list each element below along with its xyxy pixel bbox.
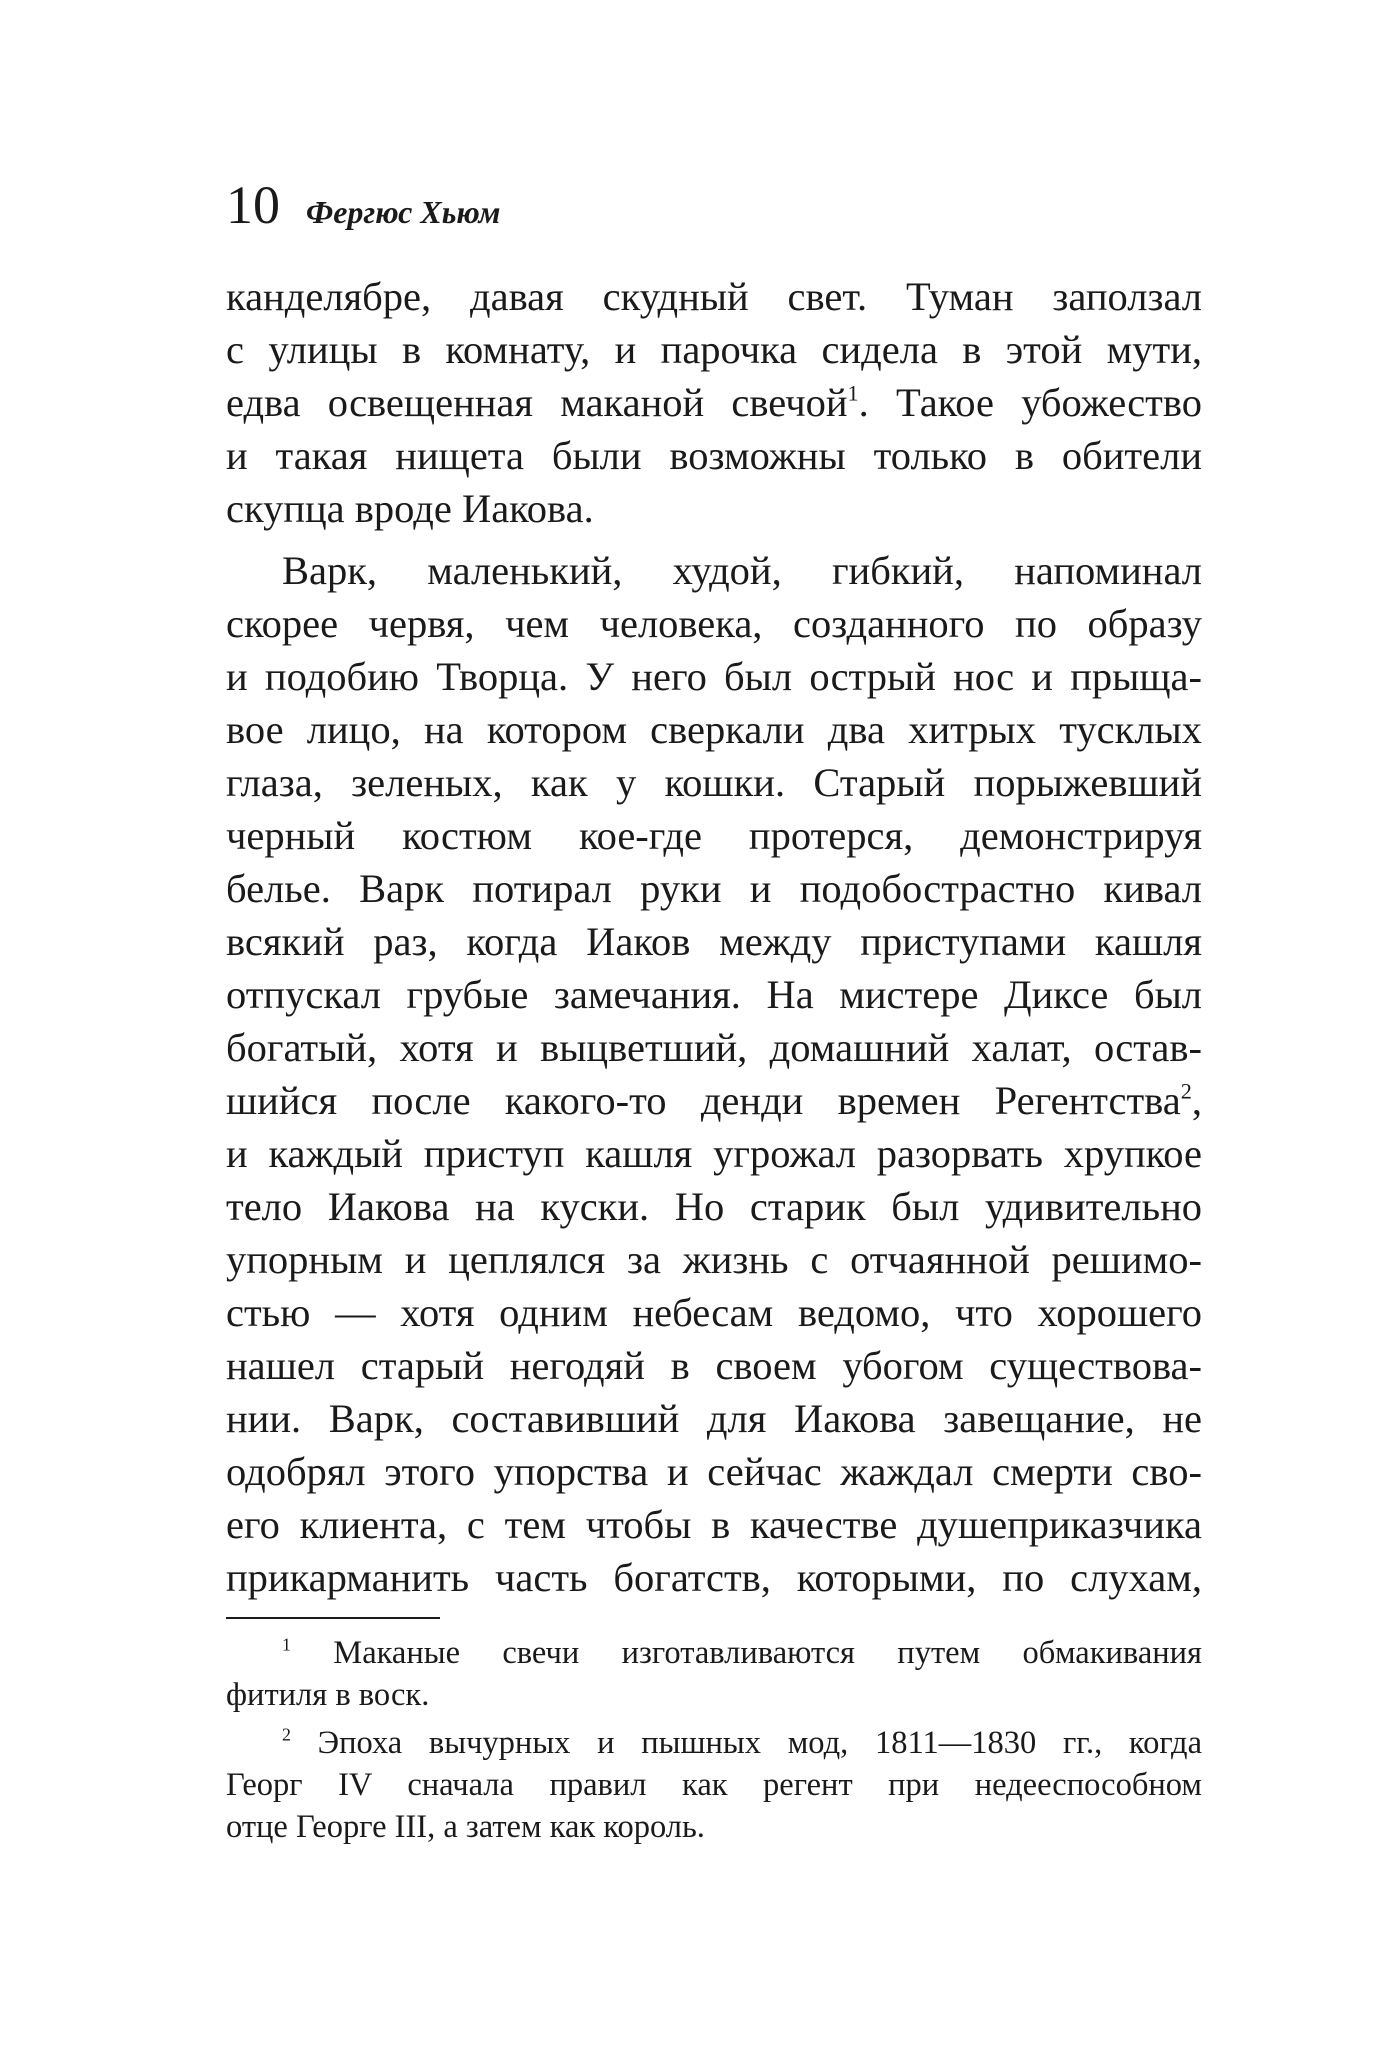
footnote-ref: 2 bbox=[1180, 1078, 1192, 1104]
footnote-line: Георг IV сначала правил как регент при недееспособном bbox=[226, 1767, 1202, 1803]
footnote-ref: 1 bbox=[847, 380, 859, 406]
footnotes bbox=[226, 1632, 1202, 1848]
page-number: 10 bbox=[226, 175, 280, 235]
footnote-marker: 1 bbox=[282, 1634, 291, 1655]
paragraph bbox=[226, 544, 1202, 1604]
text-line: и такая нищета были возможны только в обители bbox=[226, 433, 1202, 478]
text-line: глаза, зеленых, как у кошки. Старый порыжевший bbox=[226, 760, 1202, 805]
text-line: прикарманить часть богатств, которыми, по слухам, bbox=[226, 1555, 1202, 1600]
text-line: богатый, хотя и выцветший, домашний халат, остав- bbox=[226, 1025, 1202, 1070]
text-line: нии. Варк, составивший для Иакова завещание, не bbox=[226, 1396, 1202, 1441]
running-head-author: Фергюс Хьюм bbox=[306, 194, 501, 230]
main-text bbox=[226, 270, 1202, 1604]
text-line: нашел старый негодяй в своем убогом существова- bbox=[226, 1343, 1202, 1388]
paragraph bbox=[226, 270, 1202, 535]
footnote-2 bbox=[226, 1722, 1202, 1848]
text-line: едва освещенная маканой свечой$^1$. Такое убожество bbox=[226, 380, 1202, 425]
text-line: канделябре, давая скудный свет. Туман заползал bbox=[226, 274, 1202, 319]
footnote-1 bbox=[226, 1632, 1202, 1716]
text-line: скорее червя, чем человека, созданного по образу bbox=[226, 601, 1202, 646]
running-header bbox=[226, 175, 501, 235]
text-line: упорным и цеплялся за жизнь с отчаянной решимо- bbox=[226, 1237, 1202, 1282]
footnote-line: фитиля в воск. bbox=[226, 1677, 430, 1713]
footnote-divider bbox=[226, 1617, 440, 1619]
text-line: одобрял этого упорства и сейчас жаждал смерти сво- bbox=[226, 1449, 1202, 1494]
text-line: стью — хотя одним небесам ведомо, что хорошего bbox=[226, 1290, 1202, 1335]
text-line: всякий раз, когда Иаков между приступами кашля bbox=[226, 919, 1202, 964]
text-line: тело Иакова на куски. Но старик был удивительно bbox=[226, 1184, 1202, 1229]
text-line: скупца вроде Иакова. bbox=[226, 486, 594, 531]
text-line: черный костюм кое-где протерся, демонстрируя bbox=[226, 813, 1202, 858]
text-line: с улицы в комнату, и парочка сидела в этой мути, bbox=[226, 327, 1202, 372]
footnote-line: $^1$ Маканые свечи изготавливаются путем обмакивания bbox=[282, 1634, 1202, 1671]
text-line: Варк, маленький, худой, гибкий, напоминал bbox=[282, 548, 1202, 593]
text-line: белье. Варк потирал руки и подобострастно кивал bbox=[226, 866, 1202, 911]
text-line: и каждый приступ кашля угрожал разорвать хрупкое bbox=[226, 1131, 1202, 1176]
text-line: и подобию Творца. У него был острый нос и прыща- bbox=[226, 654, 1202, 699]
text-line: вое лицо, на котором сверкали два хитрых тусклых bbox=[226, 707, 1202, 752]
text-line: шийся после какого-то денди времен Регентства$^2$, bbox=[226, 1078, 1202, 1123]
text-line: отпускал грубые замечания. На мистере Диксе был bbox=[226, 972, 1202, 1017]
footnote-line: отце Георге III, а затем как король. bbox=[226, 1809, 705, 1845]
footnote-marker: 2 bbox=[282, 1724, 291, 1745]
footnote-line: $^2$ Эпоха вычурных и пышных мод, 1811—1830 гг., когда bbox=[282, 1724, 1202, 1761]
text-line: его клиента, с тем чтобы в качестве душеприказчика bbox=[226, 1502, 1202, 1547]
